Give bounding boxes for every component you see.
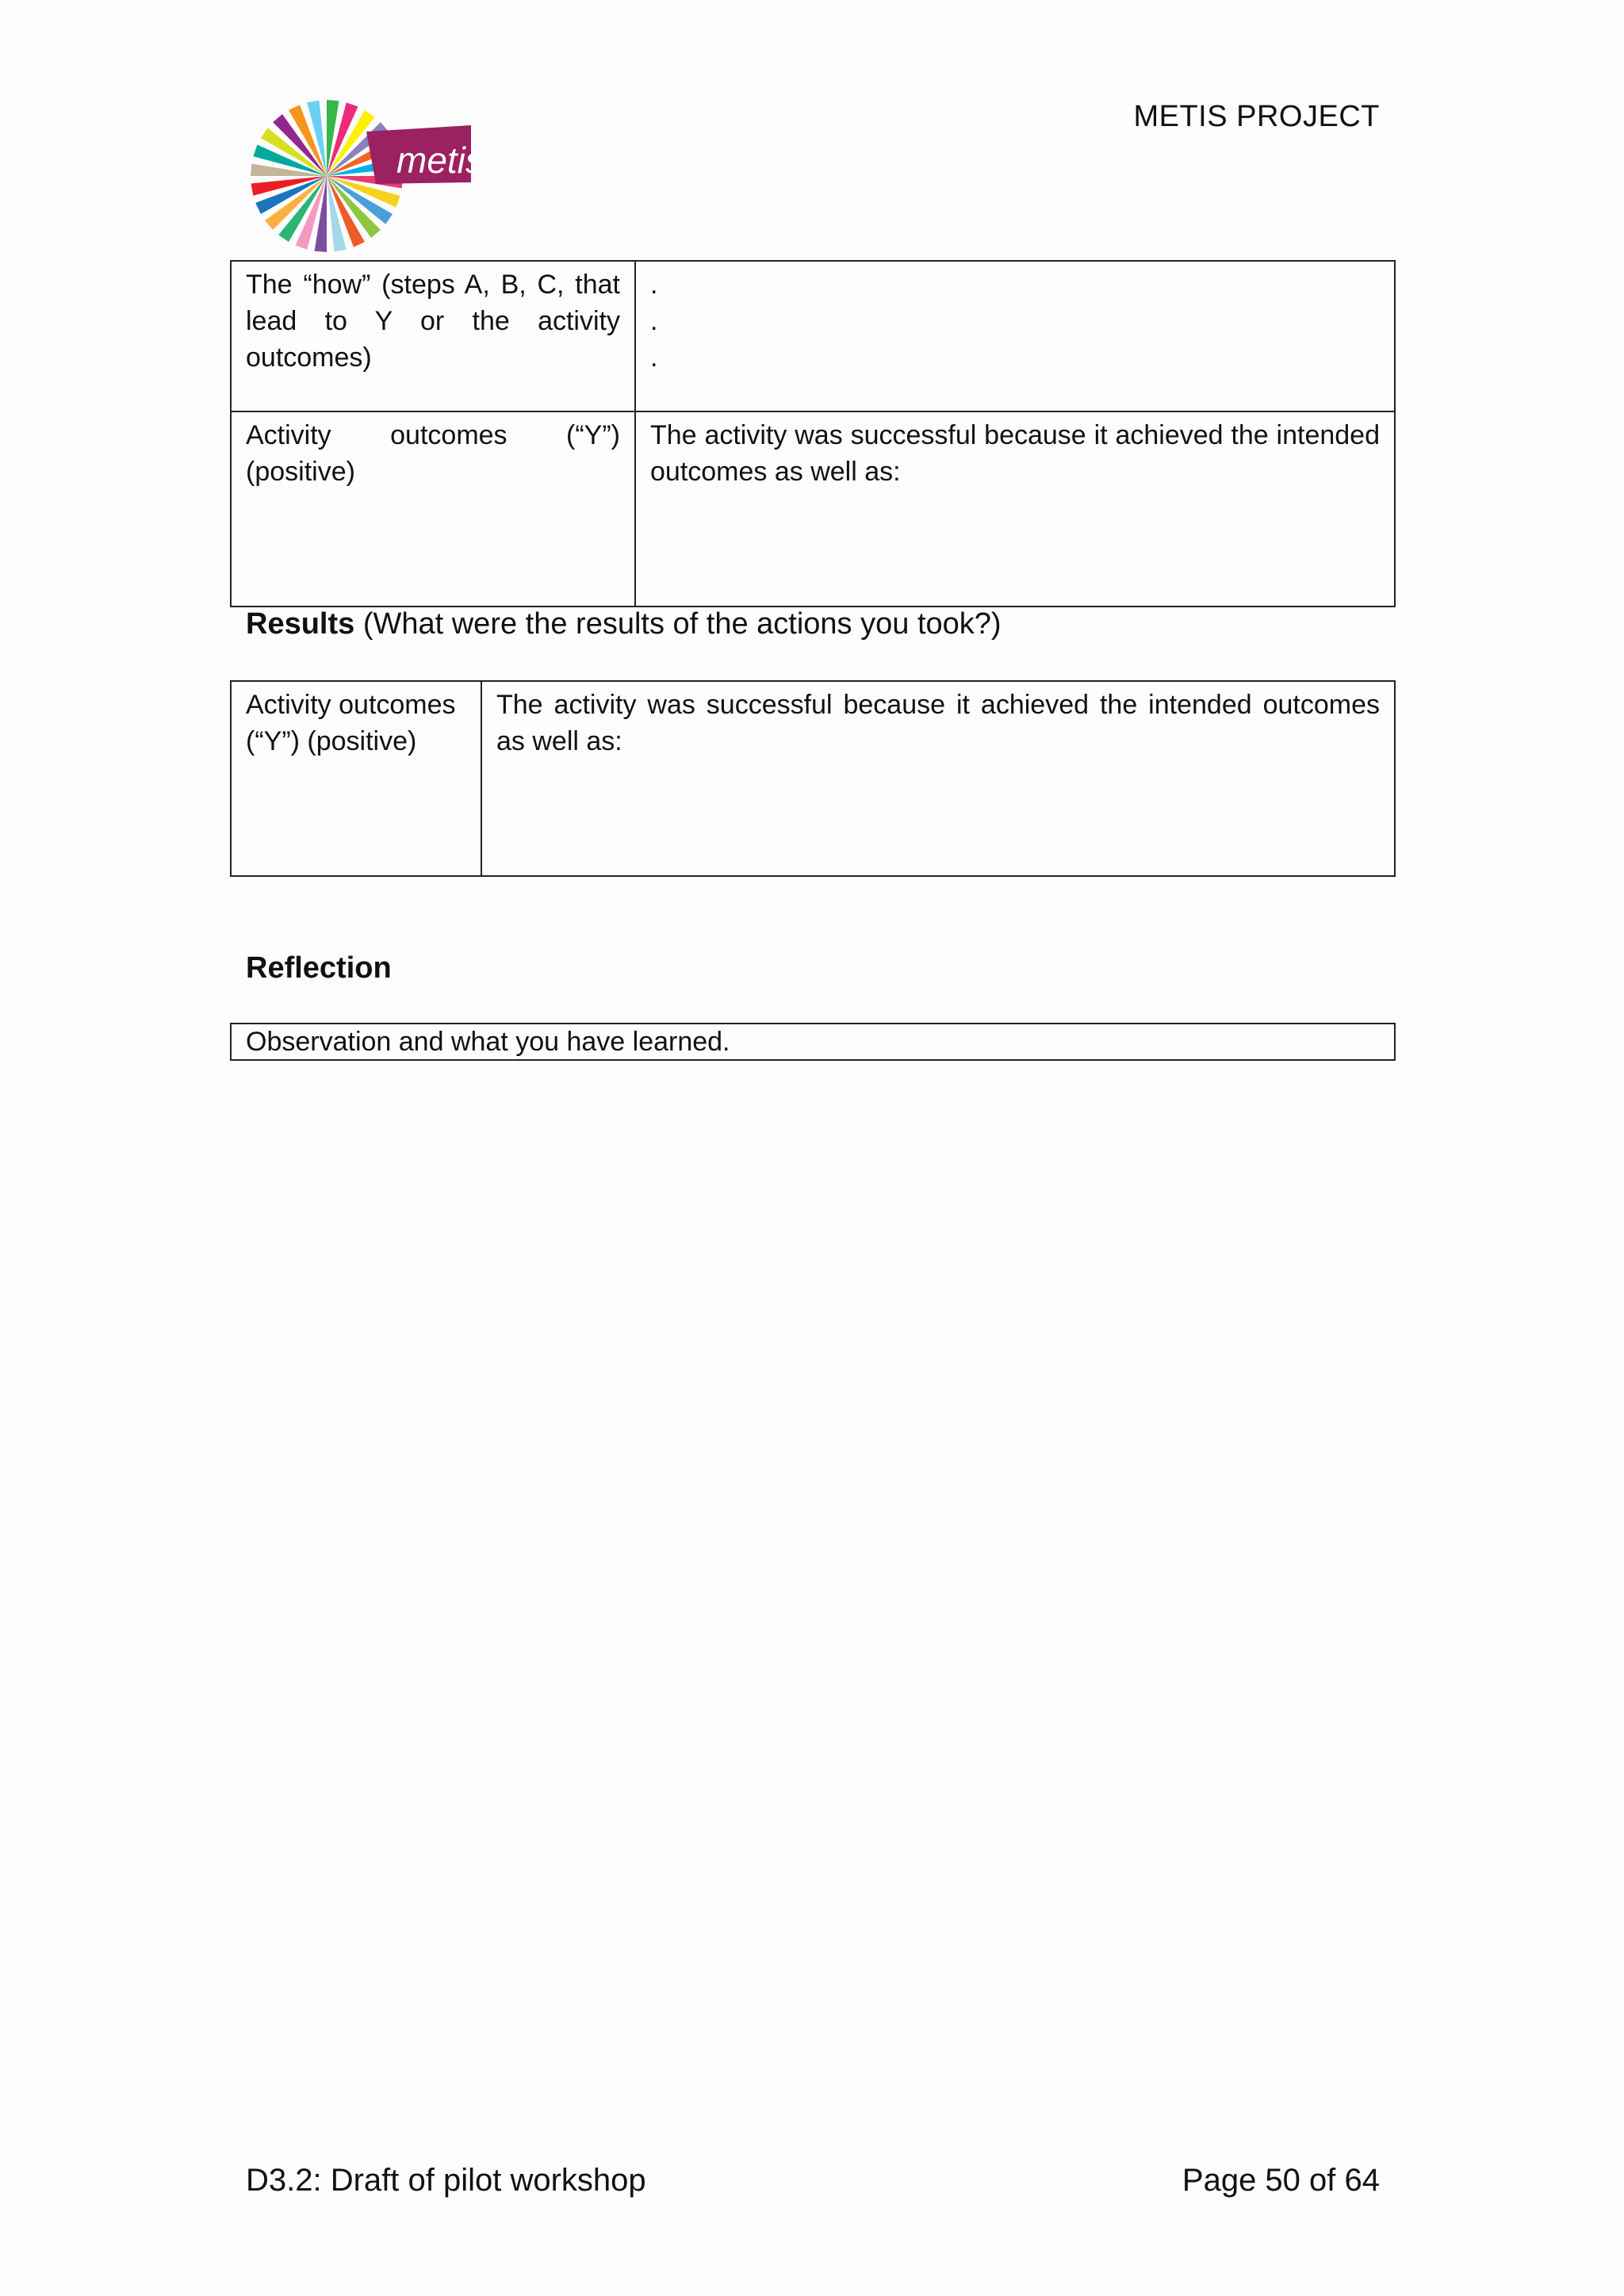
results-heading — [246, 607, 1002, 641]
activity-outcomes-field[interactable]: The activity was successful because it achieved the intended outcomes as well as: — [635, 411, 1395, 607]
results-outcomes-field[interactable]: The activity was successful because it achieved the intended outcomes as well as: — [481, 681, 1395, 876]
table-row — [231, 681, 1395, 876]
project-title: METIS PROJECT — [1133, 100, 1380, 133]
reflection-heading: Reflection — [246, 951, 392, 985]
steps-outcomes-table — [230, 260, 1396, 607]
activity-outcomes-label: Activity outcomes (“Y”) (positive) — [231, 411, 635, 607]
step-dot-c: . — [650, 342, 658, 373]
how-steps-field[interactable] — [635, 261, 1395, 411]
results-heading-question: (What were the results of the actions you took?) — [354, 607, 1002, 641]
observation-field[interactable]: Observation and what you have learned. — [231, 1024, 1395, 1060]
results-outcomes-label: Activity outcomes (“Y”) (positive) — [231, 681, 481, 876]
footer-page-number: Page 50 of 64 — [1182, 2163, 1380, 2198]
step-dot-a: . — [650, 270, 658, 300]
table-row — [231, 261, 1395, 411]
table-row — [231, 411, 1395, 607]
how-steps-label: The “how” (steps A, B, C, that lead to Y or the activity outcomes) — [231, 261, 635, 411]
results-heading-bold: Results — [246, 607, 355, 641]
step-dot-b: . — [650, 306, 658, 336]
logo-wordmark: metis — [396, 140, 477, 181]
results-table — [230, 680, 1396, 877]
table-row — [231, 1024, 1395, 1060]
metis-logo — [247, 94, 477, 260]
reflection-table — [230, 1023, 1396, 1061]
footer-document-title: D3.2: Draft of pilot workshop — [246, 2163, 646, 2198]
